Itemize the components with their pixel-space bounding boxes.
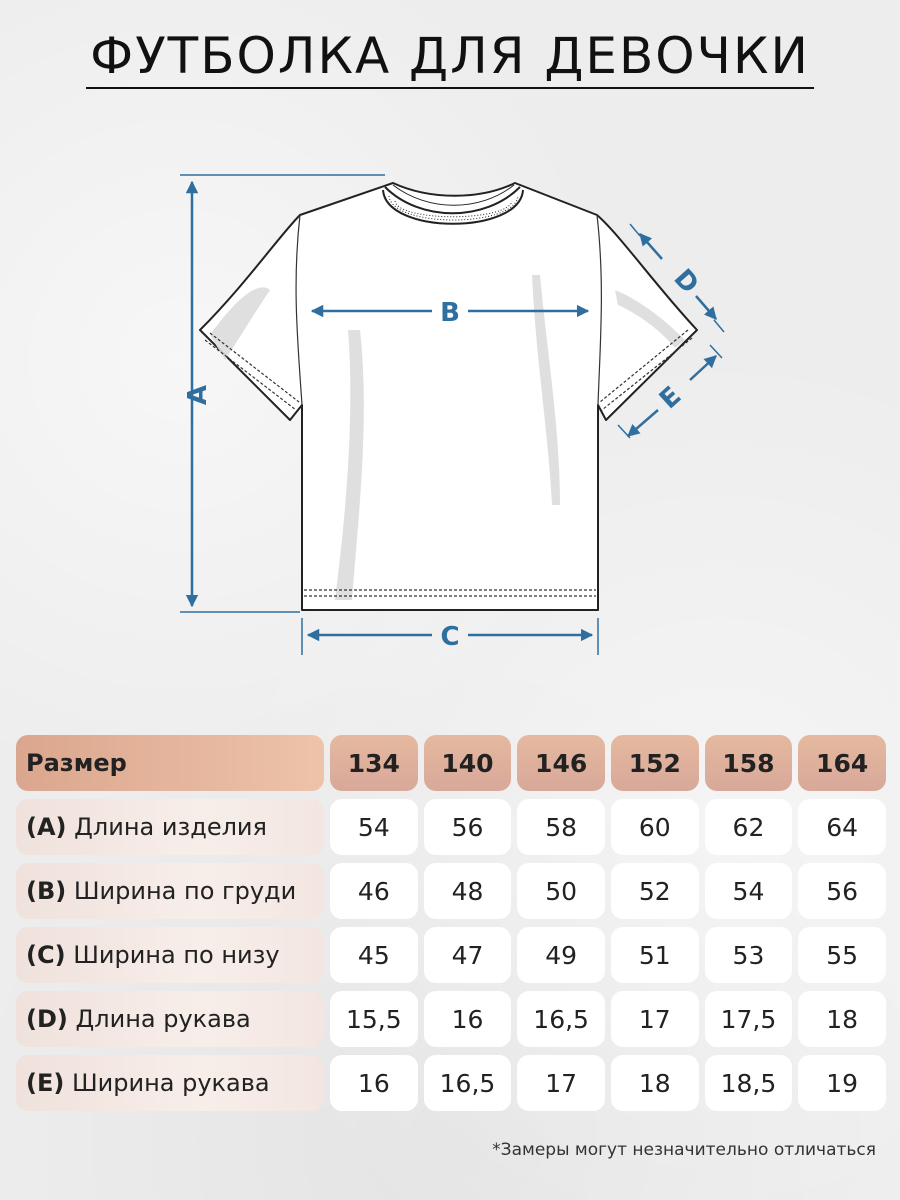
- table-cell: 15,5: [330, 991, 418, 1047]
- row-code: (A): [26, 813, 67, 841]
- table-cell: 16,5: [517, 991, 605, 1047]
- header-label-text: Размер: [26, 749, 127, 777]
- table-cell: 46: [330, 863, 418, 919]
- table-cell: 16: [424, 991, 512, 1047]
- row-label: [16, 1055, 324, 1111]
- table-cell: 62: [705, 799, 793, 855]
- table-cell: 50: [517, 863, 605, 919]
- table-cell: 56: [798, 863, 886, 919]
- table-cell: 17,5: [705, 991, 793, 1047]
- row-code: (D): [26, 1005, 68, 1033]
- table-cell: 45: [330, 927, 418, 983]
- row-label: [16, 863, 324, 919]
- size-header: 152: [611, 735, 699, 791]
- table-cell: 47: [424, 927, 512, 983]
- table-cell: 49: [517, 927, 605, 983]
- size-header: 140: [424, 735, 512, 791]
- size-table-header: [16, 735, 886, 791]
- table-row: [16, 991, 886, 1047]
- row-name: Ширина по груди: [73, 877, 297, 905]
- size-table: [10, 727, 892, 1119]
- row-name: Длина изделия: [74, 813, 267, 841]
- page-title: ФУТБОЛКА ДЛЯ ДЕВОЧКИ: [86, 30, 814, 89]
- table-cell: 55: [798, 927, 886, 983]
- table-cell: 53: [705, 927, 793, 983]
- header-label: [16, 735, 324, 791]
- table-cell: 54: [330, 799, 418, 855]
- table-cell: 17: [517, 1055, 605, 1111]
- row-code: (E): [26, 1069, 65, 1097]
- row-label: [16, 799, 324, 855]
- table-cell: 19: [798, 1055, 886, 1111]
- table-row: [16, 1055, 886, 1111]
- row-name: Ширина по низу: [73, 941, 280, 969]
- table-cell: 64: [798, 799, 886, 855]
- measurement-note: *Замеры могут незначительно отличаться: [492, 1140, 876, 1160]
- table-cell: 17: [611, 991, 699, 1047]
- table-cell: 48: [424, 863, 512, 919]
- size-header: 134: [330, 735, 418, 791]
- row-name: Ширина рукава: [71, 1069, 270, 1097]
- table-cell: 16,5: [424, 1055, 512, 1111]
- row-name: Длина рукава: [75, 1005, 251, 1033]
- table-cell: 60: [611, 799, 699, 855]
- table-cell: 54: [705, 863, 793, 919]
- table-cell: 52: [611, 863, 699, 919]
- row-label: [16, 991, 324, 1047]
- table-row: [16, 863, 886, 919]
- dimension-b-label: B: [440, 298, 460, 328]
- row-label: [16, 927, 324, 983]
- table-cell: 16: [330, 1055, 418, 1111]
- table-cell: 51: [611, 927, 699, 983]
- table-row: [16, 799, 886, 855]
- dimension-c-label: C: [440, 622, 460, 652]
- row-code: (B): [26, 877, 67, 905]
- size-header: 146: [517, 735, 605, 791]
- table-cell: 58: [517, 799, 605, 855]
- size-header: 158: [705, 735, 793, 791]
- dimension-a-label: A: [183, 384, 213, 406]
- dimension-e-label: E: [654, 380, 688, 416]
- dimension-d-label: D: [667, 263, 705, 300]
- table-cell: 18: [611, 1055, 699, 1111]
- table-row: [16, 927, 886, 983]
- table-cell: 56: [424, 799, 512, 855]
- table-cell: 18: [798, 991, 886, 1047]
- tshirt-outline: [200, 183, 697, 610]
- row-code: (C): [26, 941, 66, 969]
- size-header: 164: [798, 735, 886, 791]
- table-cell: 18,5: [705, 1055, 793, 1111]
